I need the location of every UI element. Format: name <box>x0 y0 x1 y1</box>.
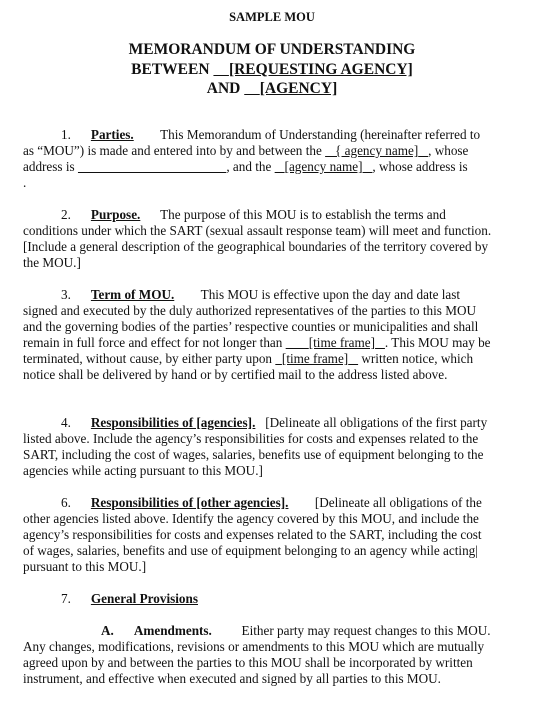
agency-name-field: { agency name] <box>335 143 419 158</box>
time-frame-field-2: [time frame] <box>281 351 349 366</box>
agency-name-field-2: [agency name] <box>284 159 363 174</box>
section-purpose-line1: 2. Purpose. The purpose of this MOU is to establish the terms and <box>61 207 446 222</box>
subsection-amendments-line4: instrument, and effective when executed and signed by all parties to this MOU. <box>23 671 441 686</box>
section-term-line1: 3. Term of MOU. This MOU is effective upon the day and date last <box>61 287 461 302</box>
section-parties-line2: as “MOU”) is made and entered into by and between the { agency name] , whose <box>23 143 469 158</box>
section-parties-line3: address is , and the [agency name] , whose address is <box>23 159 468 174</box>
title-and-line <box>0 79 544 99</box>
section-parties-line1: 1. Parties. This Memorandum of Understanding (hereinafter referred to <box>61 127 481 142</box>
subsection-amendments-line3: agreed upon by and between the parties to this MOU shall be incorporated by written <box>23 655 473 670</box>
title-between-line <box>0 60 544 80</box>
agency-field: [AGENCY] <box>259 80 338 97</box>
section-term-line3: and the governing bodies of the parties’ respective counties or municipalities and shall <box>23 319 479 334</box>
time-frame-field: [time frame] <box>308 335 376 350</box>
section-heading: Responsibilities of [agencies]. <box>90 415 256 430</box>
address-blank <box>78 159 226 174</box>
section-heading: Responsibilities of [other agencies]. <box>90 495 289 510</box>
section-responsibilities-line3: SART, including the cost of wages, salaries, benefits use of equipment belonging to the <box>23 447 484 462</box>
section-purpose-line2: conditions under which the SART (sexual assault response team) will meet and function. <box>23 223 492 238</box>
between-label: BETWEEN <box>131 61 210 78</box>
section-other-responsibilities-line3: agency’s responsibilities for costs and expenses related to the SART, including the cost <box>23 527 482 542</box>
section-term-line6: notice shall be delivered by hand or by certified mail to the address listed above. <box>23 367 448 382</box>
requesting-agency-field: [REQUESTING AGENCY] <box>228 61 413 78</box>
section-heading: Parties. <box>90 127 134 142</box>
section-term-line5: terminated, without cause, by either party upon [time frame] written notice, which <box>23 351 474 366</box>
section-other-responsibilities-line4: of wages, salaries, benefits and use of equipment belonging to an agency while acting| <box>23 543 478 558</box>
section-purpose-line4: the MOU.] <box>23 255 81 270</box>
section-term-line4: remain in full force and effect for not longer than [time frame] . This MOU may be <box>23 335 491 350</box>
section-responsibilities-line4: agencies while acting pursuant to this MOU.] <box>23 463 263 478</box>
subsection-heading: Amendments. <box>133 623 212 638</box>
section-general-provisions: 7. General Provisions <box>61 591 198 606</box>
section-purpose-line3: [Include a general description of the geographical boundaries of the territory covered by <box>23 239 489 254</box>
document-title: MEMORANDUM OF UNDERSTANDING <box>128 41 416 58</box>
section-heading: Purpose. <box>90 207 141 222</box>
section-other-responsibilities-line2: other agencies listed above. Identify the agency covered by this MOU, and include the <box>23 511 479 526</box>
section-heading: Term of MOU. <box>90 287 175 302</box>
subsection-amendments-line1: A. Amendments. Either party may request changes to this MOU. <box>101 623 491 638</box>
and-label: AND <box>206 80 241 97</box>
section-other-responsibilities-line1: 6. Responsibilities of [other agencies]. [Delineate all obligations of the <box>61 495 482 510</box>
section-term-line2: signed and executed by the duly authorized representatives of the parties to this MOU <box>23 303 477 318</box>
section-heading: General Provisions <box>90 591 198 606</box>
section-parties-line4: . <box>23 175 27 190</box>
subsection-amendments-line2: Any changes, modifications, revisions or amendments to this MOU which are mutually <box>23 639 485 654</box>
section-number: 1. <box>61 127 71 142</box>
section-responsibilities-line2: listed above. Include the agency’s responsibilities for costs and expenses related to the <box>23 431 479 446</box>
section-responsibilities-line1: 4. Responsibilities of [agencies]. [Delineate all obligations of the first party <box>61 415 488 430</box>
sample-label: SAMPLE MOU <box>229 10 315 24</box>
section-other-responsibilities-line5: pursuant to this MOU.] <box>23 559 147 574</box>
